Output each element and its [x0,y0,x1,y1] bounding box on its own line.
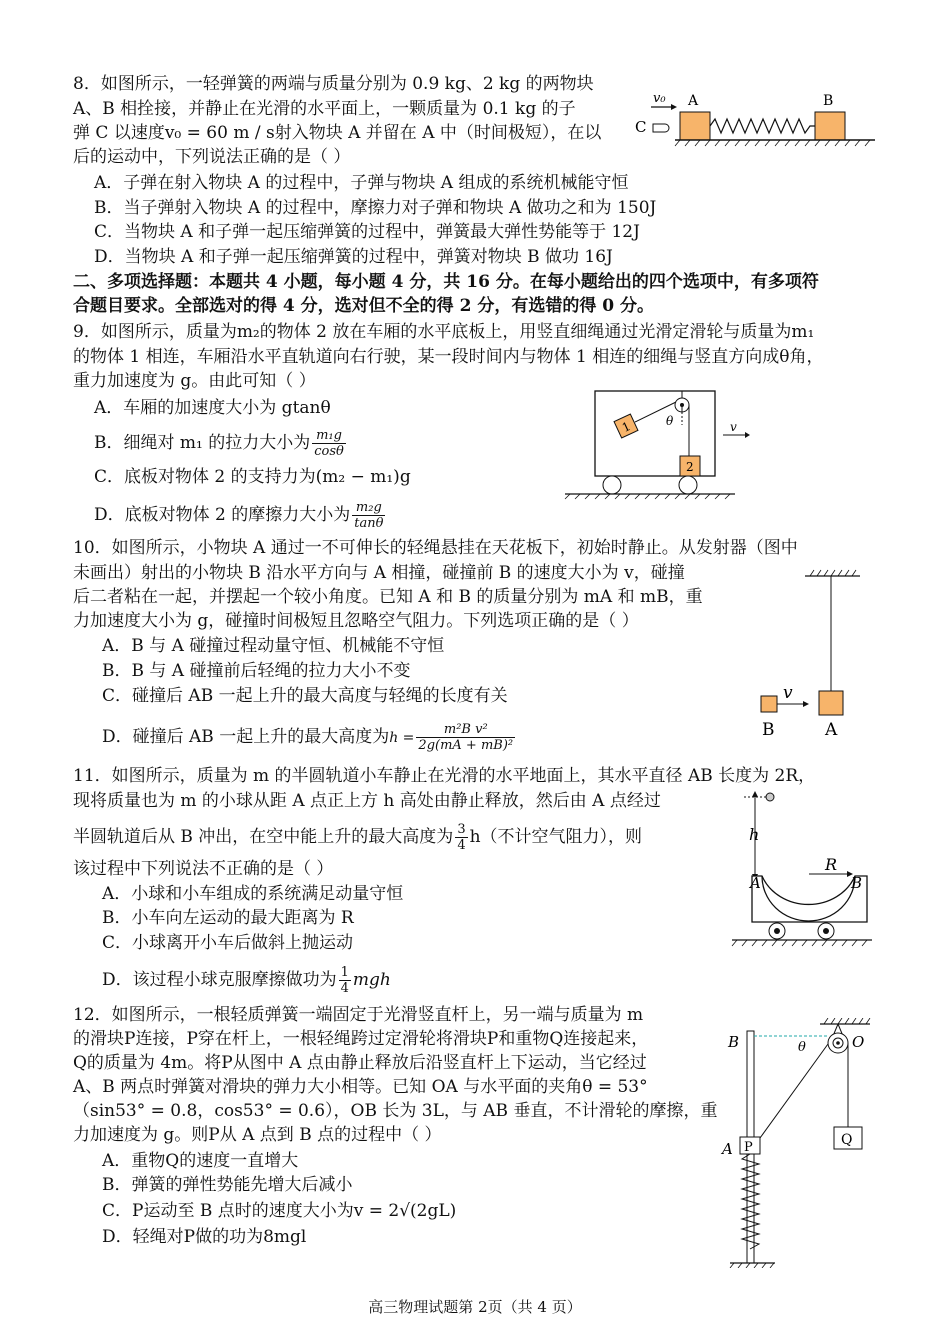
q10-option-d-h: h = [389,730,415,746]
q10-option-d-num: m²B v² [416,722,515,738]
wheel-left [603,476,621,494]
q8-figure [635,88,885,148]
q10-option-d-text: D．碰撞后 AB 一起上升的最大高度为 [102,727,390,747]
block-a [819,691,843,715]
q9-option-b-num: m₁g [312,428,346,444]
q9-option-d-text: D．底板对物体 2 的摩擦力大小为 [94,505,351,525]
q11-line-3-num: 3 [457,822,466,837]
q8-fig-label-a: A [688,93,699,109]
q12-fig-label-p: P [744,1140,753,1155]
q12-option-b: B．弹簧的弹性势能先增大后减小 [102,1175,353,1195]
q11-line-3-text-a: 半圆轨道后从 B 冲出，在空中能上升的最大高度为 [73,827,454,847]
q9-option-d-num: m₂g [352,500,385,516]
q10-fig-v: v [783,683,793,703]
q10-option-b: B．B 与 A 碰撞前后轻绳的拉力大小不变 [102,661,411,681]
q11-line-4: 该过程中下列说法不正确的是（ ） [73,859,334,879]
q8-fig-label-b: B [823,93,834,109]
q11-fig-label-b: B [851,874,863,892]
q10-option-d-fraction [416,722,515,753]
q8-line-3: 弹 C 以速度v₀ = 60 m / s射入物块 A 并留在 A 中（时间极短），在以 [73,123,602,143]
q11-line-1: 11．如图所示，质量为 m 的半圆轨道小车静止在光滑的水平地面上，其水平直径 AB 长度为 2R， [73,766,816,786]
section2-heading-line-1: 二、多项选择题：本题共 4 小题，每小题 4 分，共 16 分。在每小题给出的四个选项中，有多项符 [73,272,819,292]
rope-op [760,1044,828,1138]
wheel-right [679,476,697,494]
q12-option-c: C．P运动至 B 点时的速度大小为v = 2√(2gL) [102,1201,457,1221]
q12-line-1: 12．如图所示，一根轻质弹簧一端固定于光滑竖直杆上，另一端与质量为 m [73,1005,644,1025]
q11-line-3-fraction [455,822,467,853]
q10-figure [755,568,870,743]
q11-line-2: 现将质量也为 m 的小球从距 A 点正上方 h 高处由静止释放，然后由 A 点经过 [73,791,661,811]
q12-fig-label-a: A [722,1140,733,1158]
q11-option-d-tail: mgh [352,970,391,990]
q11-option-d-fraction [339,965,351,996]
q11-fig-h: h [749,825,760,844]
q9-option-b-fraction [312,428,346,459]
q8-fig-label-c: C [635,118,647,136]
q8-option-c: C．当物块 A 和子弹一起压缩弹簧的过程中，弹簧最大弹性势能等于 12J [94,222,640,242]
q8-option-b: B．当子弹射入物块 A 的过程中，摩擦力对子弹和物块 A 做功之和为 150J [94,198,657,218]
q9-option-b-den: cosθ [314,444,344,459]
cart-body [752,876,867,922]
q12-option-a: A．重物Q的速度一直增大 [102,1151,299,1171]
q9-option-d-fraction [352,500,385,531]
q9-fig-theta: θ [666,414,674,428]
q9-option-b [94,428,348,459]
block-b [815,112,845,140]
q10-option-d-den: 2g(mA + mB)² [418,738,514,753]
page-footer: 高三物理试题第 2页（共 4 页） [368,1298,582,1316]
q12-fig-label-b: B [728,1033,740,1051]
q12-line-4: A、B 两点时弹簧对滑块的弹力大小相等。已知 OA 与水平面的夹角θ = 53° [73,1077,648,1097]
q12-fig-label-q: Q [841,1132,853,1148]
q10-line-2: 未画出）射出的小物块 B 沿水平方向与 A 相撞，碰撞前 B 的速度大小为 v，碰撞 [73,563,685,583]
q9-fig-label-2: 2 [686,460,694,474]
q11-line-3 [73,822,642,853]
q8-line-2: A、B 相拴接，并静止在光滑的水平面上，一颗质量为 0.1 kg 的子 [73,99,576,119]
q12-line-2: 的滑块P连接，P穿在杆上，一根轻绳跨过定滑轮将滑块P和重物Q连接起来， [73,1029,649,1049]
q12-line-3: Q的质量为 4m。将P从图中 A 点由静止释放后沿竖直杆上下运动，当它经过 [73,1053,647,1073]
bullet-c [653,124,669,132]
q9-fig-v: v [730,420,737,434]
q8-line-4: 后的运动中，下列说法正确的是（ ） [73,147,351,167]
section2-heading-line-2: 合题目要求。全部选对的得 4 分，选对但不全的得 2 分，有选错的得 0 分。 [73,296,654,316]
q8-option-a: A．子弹在射入物块 A 的过程中，子弹与物块 A 组成的系统机械能守恒 [94,173,629,193]
q11-option-c: C．小球离开小车后做斜上抛运动 [102,933,354,953]
q12-fig-label-o: O [852,1033,865,1051]
q11-fig-r: R [825,855,838,874]
q10-fig-label-a: A [825,720,838,740]
q9-line-3: 重力加速度为 g。由此可知（ ） [73,371,316,391]
q11-line-3-den: 4 [457,838,466,853]
q10-line-4: 力加速度大小为 g，碰撞时间极短且忽略空气阻力。下列选项正确的是（ ） [73,611,639,631]
q10-option-d [102,722,517,753]
q9-line-2: 的物体 1 相连，车厢沿水平直轨道向右行驶，某一段时间内与物体 1 相连的细绳与竖直方向成θ角， [73,347,824,367]
q12-option-d: D．轻绳对P做的功为8mgl [102,1227,307,1247]
q11-option-d-den: 4 [340,981,349,996]
q10-line-1: 10．如图所示，小物块 A 通过一不可伸长的轻绳悬挂在天花板下，初始时静止。从发射器（图中 [73,538,798,558]
q10-line-3: 后二者粘在一起，并摆起一个较小角度。已知 A 和 B 的质量分别为 mA 和 mB，重 [73,587,703,607]
q8-option-d: D．当物块 A 和子弹一起压缩弹簧的过程中，弹簧对物块 B 做功 16J [94,247,613,267]
q9-fig-label-1: 1 [619,419,633,435]
ground-hatch [675,140,870,146]
q12-line-6: 力加速度为 g。则P从 A 点到 B 点的过程中（ ） [73,1125,442,1145]
spring [710,119,815,133]
q9-figure [560,388,750,500]
q11-option-b: B．小车向左运动的最大距离为 R [102,908,354,928]
q8-line-1: 8．如图所示，一轻弹簧的两端与质量分别为 0.9 kg、2 kg 的两物块 [73,74,594,94]
q9-option-d-den: tanθ [354,516,384,531]
q11-option-d-text: D．该过程小球克服摩擦做功为 [102,970,337,990]
block-a [680,112,710,140]
q12-line-5: （sin53° = 0.8，cos53° = 0.6），OB 长为 3L，与 AB 垂直，不计滑轮的摩擦，重 [73,1101,718,1121]
block-b [761,696,777,712]
q9-line-1: 9．如图所示，质量为m₂的物体 2 放在车厢的水平底板上，用竖直细绳通过光滑定滑轮与质量为m₁ [73,322,815,342]
q8-fig-v0: v₀ [653,91,666,106]
q10-fig-label-b: B [762,720,775,740]
q11-figure [722,786,877,954]
q11-option-d [102,965,391,996]
q12-figure [720,1018,880,1268]
q11-option-d-num: 1 [340,965,349,980]
q10-option-c: C．碰撞后 AB 一起上升的最大高度与轻绳的长度有关 [102,686,508,706]
q11-option-a: A．小球和小车组成的系统满足动量守恒 [102,884,404,904]
q9-option-a: A．车厢的加速度大小为 gtanθ [94,398,331,418]
q10-option-a: A．B 与 A 碰撞过程动量守恒、机械能不守恒 [102,636,445,656]
q9-option-b-text: B．细绳对 m₁ 的拉力大小为 [94,433,311,453]
q9-option-d [94,500,387,531]
q11-fig-label-a: A [750,874,761,892]
ball [766,793,774,801]
q12-fig-theta: θ [798,1040,806,1055]
q9-option-c: C．底板对物体 2 的支持力为(m₂ − m₁)g [94,467,411,487]
q11-line-3-text-b: h（不计空气阻力），则 [469,827,643,847]
